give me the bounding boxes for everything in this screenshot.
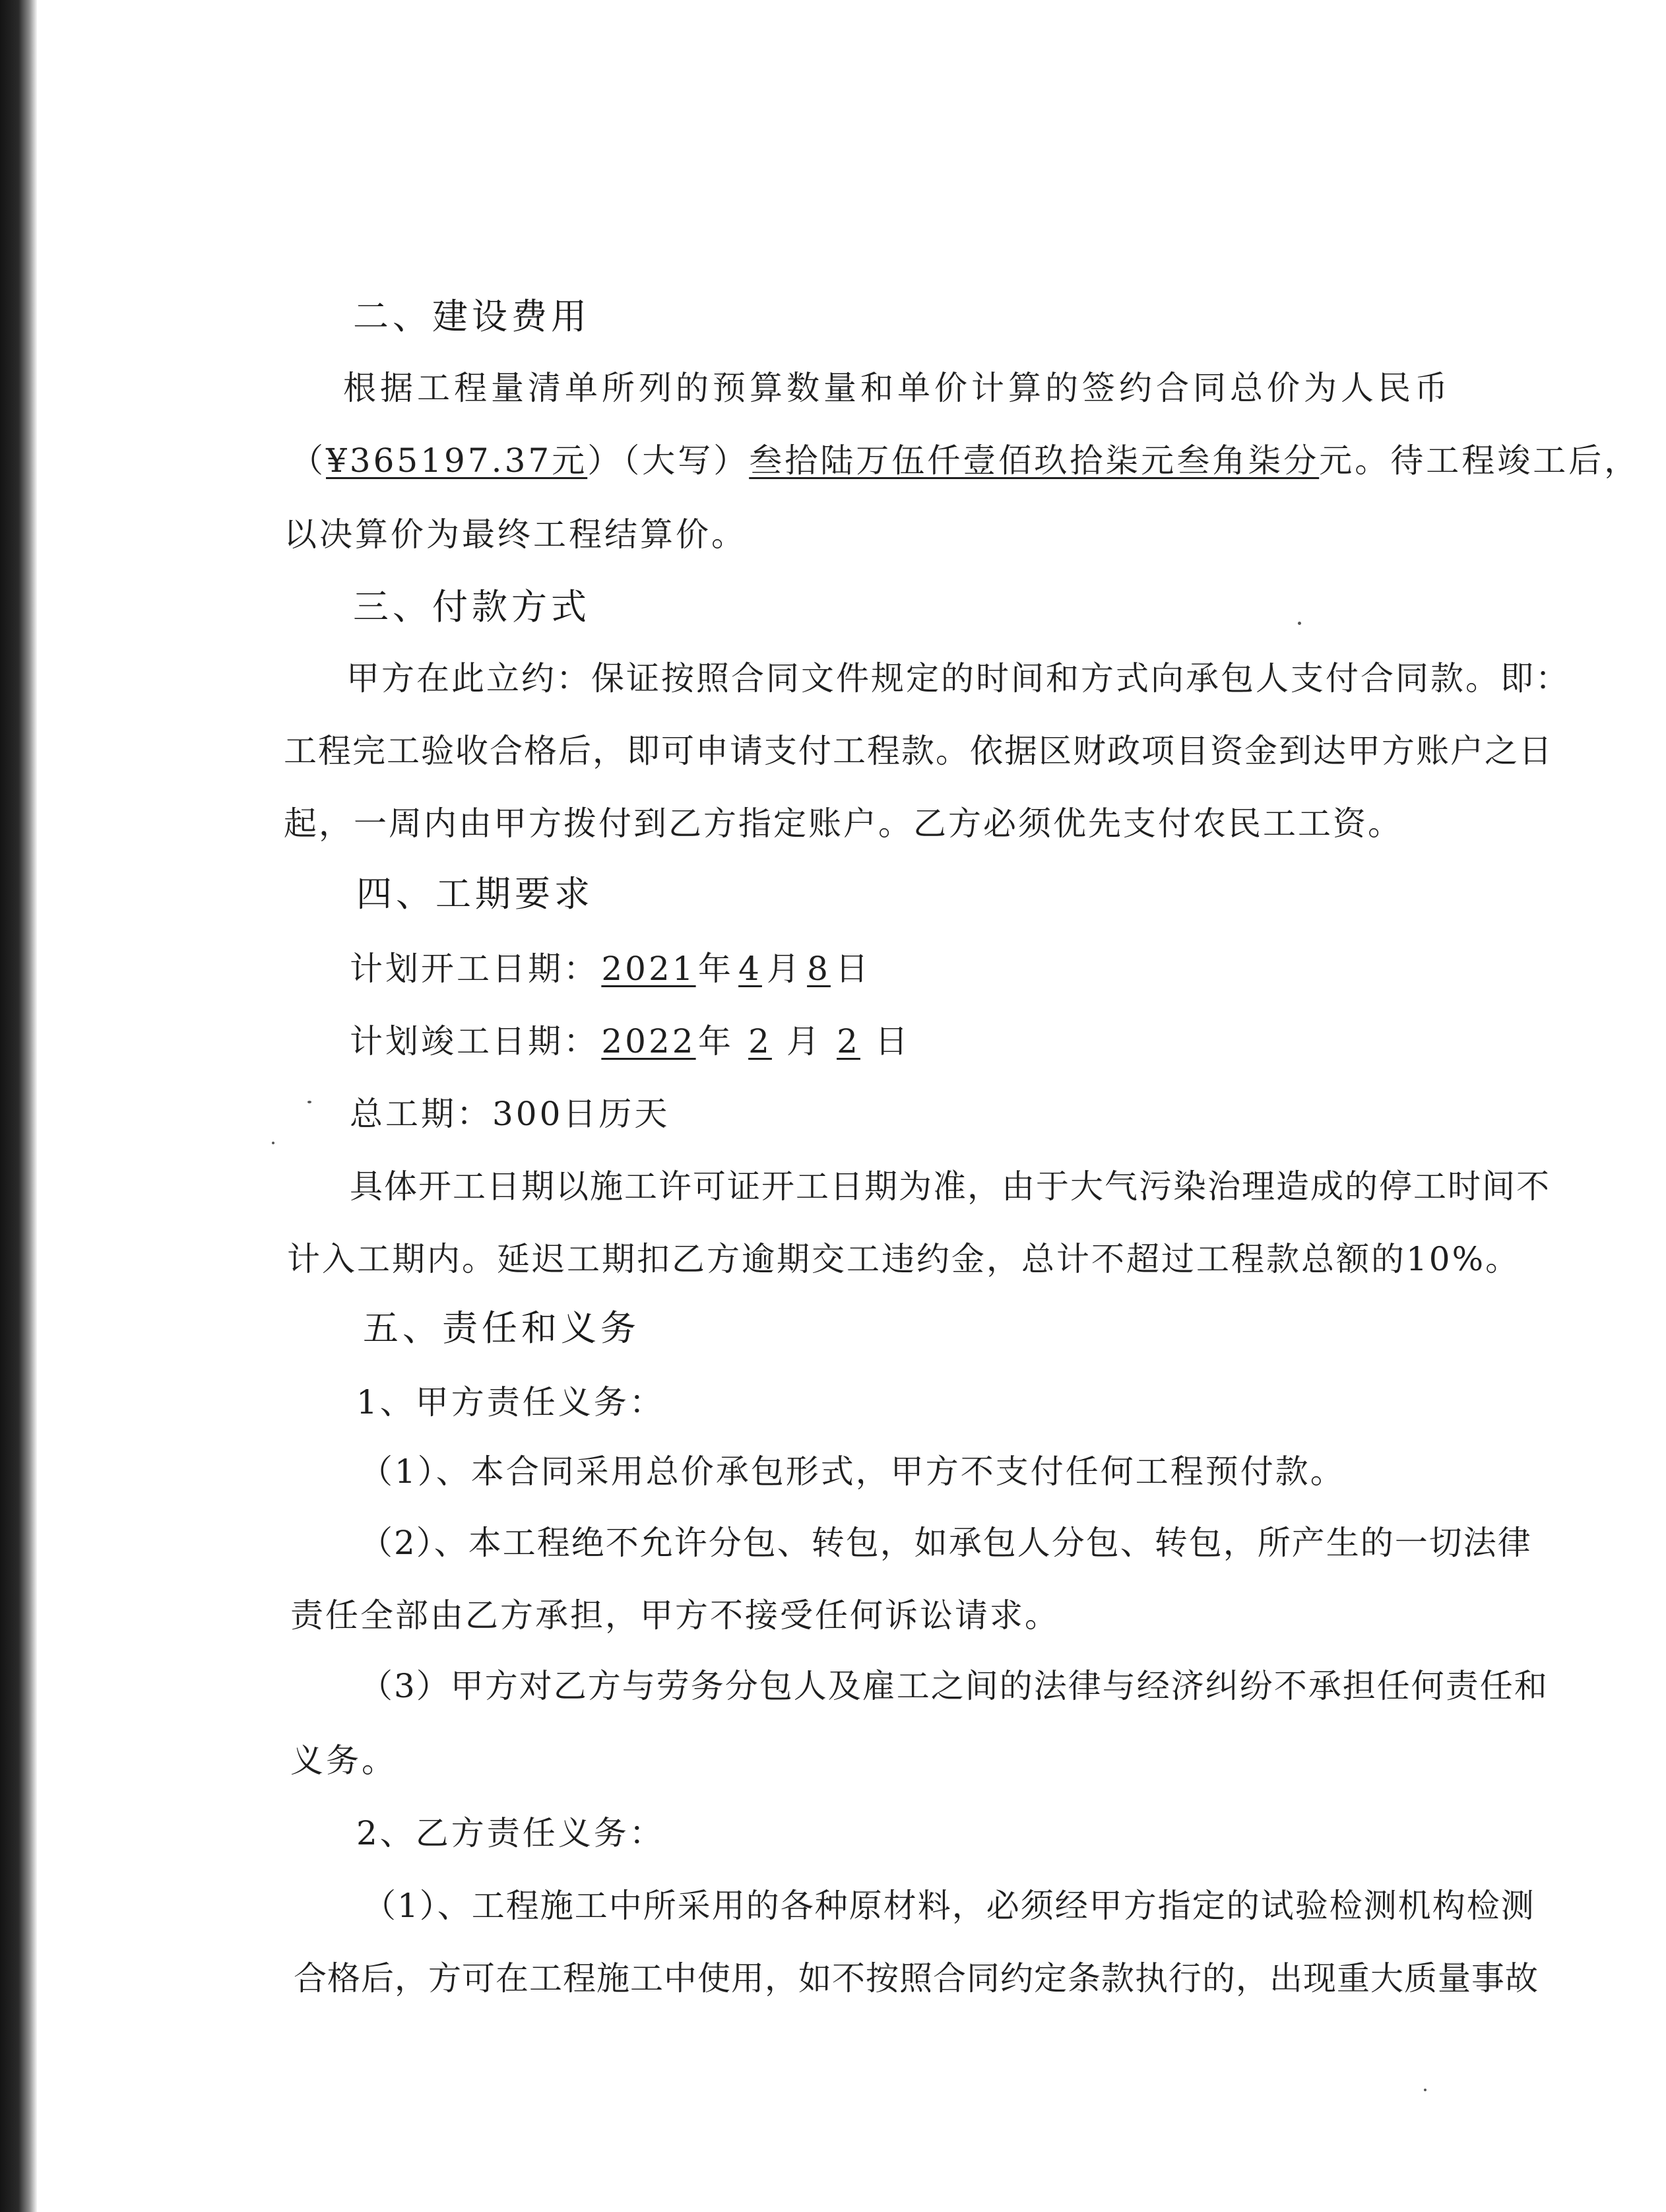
fee-line-2-tail: 元。待工程竣工后， <box>1319 441 1640 480</box>
fee-amount-figure: ¥365197.37元 <box>326 441 588 480</box>
scan-speck <box>272 1142 274 1144</box>
planned-start-date <box>350 949 871 989</box>
planned-completion-date <box>350 1022 911 1061</box>
start-month-unit: 月 <box>767 950 802 988</box>
payment-text-line-1: 甲方在此立约：保证按照合同文件规定的时间和方式向承包人支付合同款。即： <box>346 659 1570 698</box>
party-a-duty-3-line-2: 义务。 <box>290 1741 397 1780</box>
payment-text-line-2: 工程完工验收合格后，即可申请支付工程款。依据区财政项目资金到达甲方账户之日 <box>284 732 1553 770</box>
start-day-unit: 日 <box>835 950 871 988</box>
start-year: 2021 <box>601 950 696 988</box>
end-year-unit: 年 <box>698 1022 734 1060</box>
fee-paren-mid: ）（大写） <box>587 441 750 480</box>
end-day-unit: 日 <box>875 1022 911 1060</box>
schedule-text-line-1: 具体开工日期以施工许可证开工日期为准，由于大气污染治理造成的停工时间不 <box>350 1167 1551 1206</box>
party-a-duty-3-line-1: （3）甲方对乙方与劳务分包人及雇工之间的法律与经济纠纷不承担任何责任和 <box>360 1667 1549 1705</box>
start-date-label: 计划开工日期： <box>350 950 599 988</box>
fee-paren-open: （ <box>290 441 326 480</box>
party-a-duties-title: 1、甲方责任义务： <box>356 1383 665 1421</box>
party-b-duty-1-line-1: （1）、工程施工中所采用的各种原材料，必须经甲方指定的试验检测机构检测 <box>363 1887 1535 1925</box>
party-b-duties-title: 2、乙方责任义务： <box>356 1814 665 1852</box>
section-heading-schedule: 四、工期要求 <box>356 873 594 915</box>
party-a-duty-2-line-2: 责任全部由乙方承担，甲方不接受任何诉讼请求。 <box>290 1596 1060 1635</box>
scan-speck <box>1298 622 1301 625</box>
section-heading-fee: 二、建设费用 <box>353 296 591 337</box>
scan-speck <box>1424 2089 1426 2091</box>
section-heading-payment: 三、付款方式 <box>353 586 591 628</box>
start-month: 4 <box>738 950 762 988</box>
fee-text-line-1: 根据工程量清单所列的预算数量和单价计算的签约合同总价为人民币 <box>343 369 1452 407</box>
fee-text-line-2 <box>290 441 1640 480</box>
payment-text-line-3: 起，一周内由甲方拨付到乙方指定账户。乙方必须优先支付农民工工资。 <box>284 804 1403 843</box>
end-date-label: 计划竣工日期： <box>350 1022 599 1060</box>
end-month: 2 <box>748 1022 772 1060</box>
party-a-duty-2-line-1: （2）、本工程绝不允许分包、转包，如承包人分包、转包，所产生的一切法律 <box>360 1524 1532 1562</box>
total-duration: 总工期：300日历天 <box>350 1095 670 1133</box>
schedule-text-line-2: 计入工期内。延迟工期扣乙方逾期交工违约金，总计不超过工程款总额的10%。 <box>287 1240 1521 1278</box>
party-b-duty-1-line-2: 合格后，方可在工程施工中使用，如不按照合同约定条款执行的，出现重大质量事故 <box>294 1959 1539 1998</box>
start-year-unit: 年 <box>698 950 734 988</box>
end-month-unit: 月 <box>786 1022 822 1060</box>
party-a-duty-1: （1）、本合同采用总价承包形式，甲方不支付任何工程预付款。 <box>360 1452 1345 1491</box>
section-heading-duties: 五、责任和义务 <box>363 1307 640 1349</box>
end-year: 2022 <box>601 1022 696 1060</box>
end-day: 2 <box>837 1022 860 1060</box>
start-day: 8 <box>807 950 831 988</box>
scan-speck <box>307 1101 311 1103</box>
fee-text-line-3: 以决算价为最终工程结算价。 <box>284 515 747 554</box>
fee-amount-words: 叁拾陆万伍仟壹佰玖拾柒元叁角柒分 <box>749 441 1320 480</box>
